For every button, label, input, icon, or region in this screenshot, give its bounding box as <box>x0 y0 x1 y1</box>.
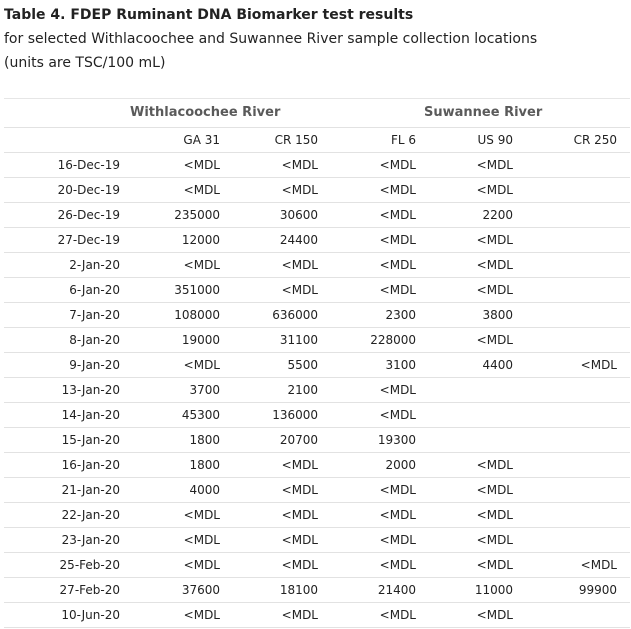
date-cell: 10-Jun-20 <box>4 603 124 628</box>
cr250-cell: <MDL <box>517 353 630 378</box>
cr150-cell: <MDL <box>224 253 322 278</box>
fl6-cell: <MDL <box>322 478 420 503</box>
ga31-cell: 108000 <box>124 303 224 328</box>
fl6-cell: 2000 <box>322 453 420 478</box>
fl6-cell: <MDL <box>322 378 420 403</box>
group-suwannee-river: Suwannee River <box>424 105 543 120</box>
table-row <box>4 253 630 278</box>
cr150-cell: 18100 <box>224 578 322 603</box>
fl6-cell: <MDL <box>322 403 420 428</box>
cr150-cell: 2100 <box>224 378 322 403</box>
river-group-header <box>4 98 630 127</box>
date-cell: 2-Jan-20 <box>4 253 124 278</box>
cr250-cell: 99900 <box>517 578 630 603</box>
us90-cell: <MDL <box>420 153 517 178</box>
table-body <box>4 153 630 628</box>
ga31-cell: <MDL <box>124 528 224 553</box>
fl6-cell: <MDL <box>322 203 420 228</box>
date-cell: 16-Dec-19 <box>4 153 124 178</box>
table-row <box>4 153 630 178</box>
ga31-cell: <MDL <box>124 353 224 378</box>
us90-cell: 4400 <box>420 353 517 378</box>
fl6-cell: <MDL <box>322 603 420 628</box>
table-row <box>4 328 630 353</box>
table-row <box>4 353 630 378</box>
fl6-cell: 19300 <box>322 428 420 453</box>
cr250-cell <box>517 278 630 303</box>
date-cell: 26-Dec-19 <box>4 203 124 228</box>
table-row <box>4 378 630 403</box>
table-subtitle: for selected Withlacoochee and Suwannee River sample collection locations <box>4 31 538 47</box>
ga31-cell: <MDL <box>124 553 224 578</box>
cr250-cell <box>517 253 630 278</box>
table-row <box>4 528 630 553</box>
cr250-cell <box>517 203 630 228</box>
cr150-cell: 24400 <box>224 228 322 253</box>
cr150-cell: <MDL <box>224 453 322 478</box>
cr250-cell <box>517 453 630 478</box>
fl6-cell: <MDL <box>322 553 420 578</box>
cr150-cell: <MDL <box>224 278 322 303</box>
us90-cell: <MDL <box>420 328 517 353</box>
table-row <box>4 553 630 578</box>
fl6-cell: 228000 <box>322 328 420 353</box>
date-cell: 23-Jan-20 <box>4 528 124 553</box>
ga31-cell: <MDL <box>124 503 224 528</box>
us90-cell <box>420 378 517 403</box>
us90-cell: <MDL <box>420 178 517 203</box>
table-row <box>4 478 630 503</box>
column-header-fl6: FL 6 <box>322 128 420 153</box>
us90-cell: <MDL <box>420 253 517 278</box>
cr150-cell: 30600 <box>224 203 322 228</box>
table-row <box>4 578 630 603</box>
us90-cell <box>420 403 517 428</box>
us90-cell: <MDL <box>420 278 517 303</box>
ga31-cell: 1800 <box>124 428 224 453</box>
date-cell: 7-Jan-20 <box>4 303 124 328</box>
group-withlacoochee-river: Withlacoochee River <box>130 105 281 120</box>
date-cell: 15-Jan-20 <box>4 428 124 453</box>
fl6-cell: <MDL <box>322 253 420 278</box>
date-cell: 27-Feb-20 <box>4 578 124 603</box>
table-units-note: (units are TSC/100 mL) <box>4 55 166 71</box>
cr150-cell: 5500 <box>224 353 322 378</box>
date-cell: 13-Jan-20 <box>4 378 124 403</box>
date-cell: 21-Jan-20 <box>4 478 124 503</box>
us90-cell: <MDL <box>420 503 517 528</box>
us90-cell: <MDL <box>420 528 517 553</box>
cr150-cell: <MDL <box>224 478 322 503</box>
cr250-cell <box>517 228 630 253</box>
column-header-cr150: CR 150 <box>224 128 322 153</box>
cr150-cell: 20700 <box>224 428 322 453</box>
fl6-cell: <MDL <box>322 228 420 253</box>
ga31-cell: 1800 <box>124 453 224 478</box>
column-header-cr250: CR 250 <box>517 128 630 153</box>
ga31-cell: 4000 <box>124 478 224 503</box>
cr250-cell <box>517 478 630 503</box>
ga31-cell: 351000 <box>124 278 224 303</box>
cr250-cell <box>517 178 630 203</box>
us90-cell: <MDL <box>420 453 517 478</box>
fl6-cell: 2300 <box>322 303 420 328</box>
cr250-cell <box>517 528 630 553</box>
cr150-cell: <MDL <box>224 553 322 578</box>
fl6-cell: 3100 <box>322 353 420 378</box>
us90-cell: 2200 <box>420 203 517 228</box>
date-cell: 20-Dec-19 <box>4 178 124 203</box>
cr250-cell <box>517 303 630 328</box>
cr250-cell <box>517 503 630 528</box>
results-table <box>4 127 630 628</box>
column-header-date <box>4 128 124 153</box>
column-header-row <box>4 128 630 153</box>
table-row <box>4 453 630 478</box>
cr150-cell: <MDL <box>224 603 322 628</box>
cr150-cell: 31100 <box>224 328 322 353</box>
cr150-cell: 136000 <box>224 403 322 428</box>
date-cell: 9-Jan-20 <box>4 353 124 378</box>
ga31-cell: <MDL <box>124 253 224 278</box>
us90-cell: 3800 <box>420 303 517 328</box>
us90-cell: <MDL <box>420 478 517 503</box>
us90-cell: <MDL <box>420 553 517 578</box>
cr250-cell: <MDL <box>517 553 630 578</box>
ga31-cell: <MDL <box>124 603 224 628</box>
cr250-cell <box>517 378 630 403</box>
fl6-cell: <MDL <box>322 278 420 303</box>
table-row <box>4 228 630 253</box>
ga31-cell: <MDL <box>124 178 224 203</box>
date-cell: 27-Dec-19 <box>4 228 124 253</box>
cr250-cell <box>517 603 630 628</box>
table-row <box>4 178 630 203</box>
fl6-cell: <MDL <box>322 528 420 553</box>
ga31-cell: <MDL <box>124 153 224 178</box>
ga31-cell: 19000 <box>124 328 224 353</box>
us90-cell: 11000 <box>420 578 517 603</box>
table-row <box>4 203 630 228</box>
results-table-container <box>4 98 630 628</box>
table-row <box>4 303 630 328</box>
date-cell: 8-Jan-20 <box>4 328 124 353</box>
ga31-cell: 12000 <box>124 228 224 253</box>
cr250-cell <box>517 328 630 353</box>
cr250-cell <box>517 153 630 178</box>
date-cell: 16-Jan-20 <box>4 453 124 478</box>
fl6-cell: <MDL <box>322 503 420 528</box>
cr150-cell: 636000 <box>224 303 322 328</box>
ga31-cell: 45300 <box>124 403 224 428</box>
date-cell: 14-Jan-20 <box>4 403 124 428</box>
table-row <box>4 428 630 453</box>
date-cell: 22-Jan-20 <box>4 503 124 528</box>
cr150-cell: <MDL <box>224 178 322 203</box>
cr150-cell: <MDL <box>224 528 322 553</box>
table-title: Table 4. FDEP Ruminant DNA Biomarker test results <box>4 7 414 23</box>
cr250-cell <box>517 403 630 428</box>
cr150-cell: <MDL <box>224 503 322 528</box>
table-row <box>4 278 630 303</box>
date-cell: 25-Feb-20 <box>4 553 124 578</box>
us90-cell: <MDL <box>420 603 517 628</box>
fl6-cell: 21400 <box>322 578 420 603</box>
us90-cell: <MDL <box>420 228 517 253</box>
column-header-ga31: GA 31 <box>124 128 224 153</box>
ga31-cell: 37600 <box>124 578 224 603</box>
us90-cell <box>420 428 517 453</box>
fl6-cell: <MDL <box>322 153 420 178</box>
fl6-cell: <MDL <box>322 178 420 203</box>
cr150-cell: <MDL <box>224 153 322 178</box>
date-cell: 6-Jan-20 <box>4 278 124 303</box>
table-row <box>4 603 630 628</box>
column-header-us90: US 90 <box>420 128 517 153</box>
table-row <box>4 403 630 428</box>
table-row <box>4 503 630 528</box>
ga31-cell: 235000 <box>124 203 224 228</box>
ga31-cell: 3700 <box>124 378 224 403</box>
cr250-cell <box>517 428 630 453</box>
